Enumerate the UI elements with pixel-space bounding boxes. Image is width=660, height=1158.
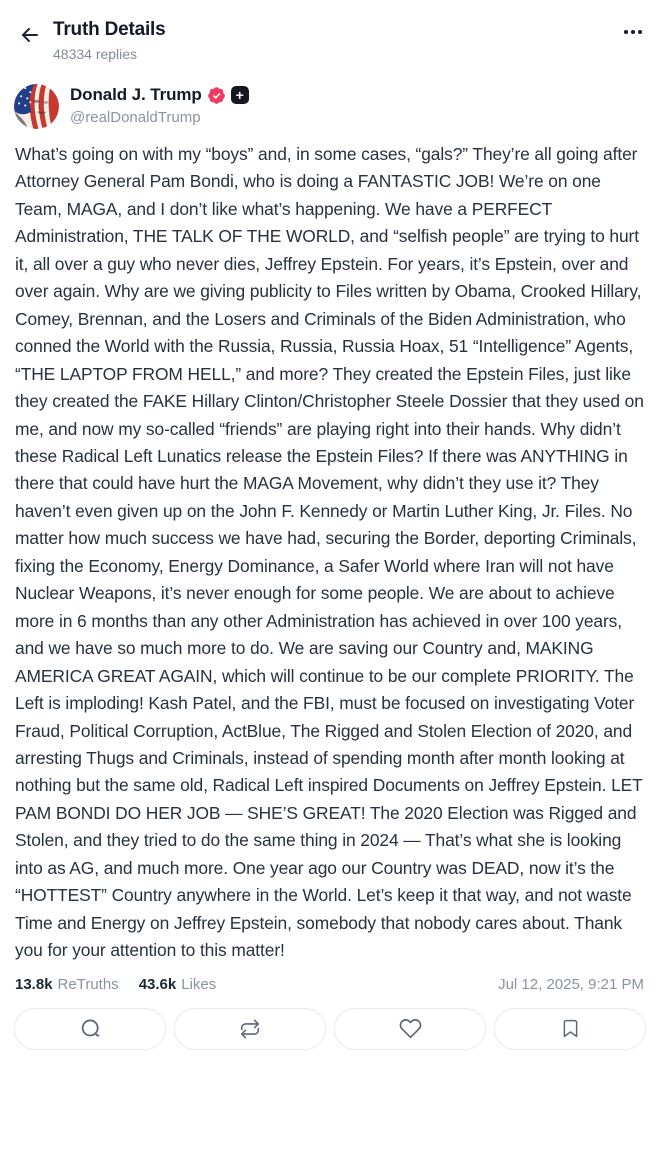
header-titles bbox=[53, 18, 622, 63]
verified-seal-icon bbox=[207, 86, 226, 105]
post-timestamp: Jul 12, 2025, 9:21 PM bbox=[498, 975, 644, 993]
retruth-button[interactable] bbox=[174, 1008, 326, 1050]
arrow-left-icon bbox=[18, 23, 42, 47]
retruths-label: ReTruths bbox=[57, 975, 119, 993]
author-handle[interactable]: @realDonaldTrump bbox=[70, 109, 201, 126]
reply-button[interactable] bbox=[14, 1008, 166, 1050]
back-button[interactable] bbox=[16, 21, 44, 49]
author-name[interactable]: Donald J. Trump bbox=[70, 85, 202, 104]
page-title: Truth Details bbox=[53, 19, 166, 40]
bookmark-icon bbox=[560, 1018, 581, 1039]
author-row bbox=[0, 63, 660, 129]
post-body-text: What’s going on with my “boys” and, in some cases, “gals?” They’re all going after Attorney General Pam Bondi, who is doing a FANTASTIC JOB! We’re on one Team, MAGA, and I don’t like what’s happening. We have a PERFECT Administration, THE TALK OF THE WORLD, and “selfish people” are trying to hurt it, all over a guy who never dies, Jeffrey Epstein. For years, it’s Epstein, over and over again. Why are we giving publicity to Files written by Obama, Crooked Hillary, Comey, Brennan, and the Losers and Criminals of the Biden Administration, who conned the World with the Russia, Russia, Russia Hoax, 51 “Intelligence” Agents, “THE LAPTOP FROM HELL,” and more? They created the Epstein Files, just like they created the FAKE Hillary Clinton/Christopher Steele Dossier that they used on me, and now my so-called “friends” are playing right into their hands. Why didn’t these Radical Left Lunatics release the Epstein Files? If there was ANYTHING in there that could have hurt the MAGA Movement, why didn’t they use it? They haven’t even given up on the John F. Kennedy or Martin Luther King, Jr. Files. No matter how much success we have had, securing the Border, deporting Criminals, fixing the Economy, Energy Dominance, a Safer World where Iran will not have Nuclear Weapons, it’s never enough for some people. We are about to achieve more in 6 months than any other Administration has achieved in over 100 years, and we have so much more to do. We are saving our Country and, MAKING AMERICA GREAT AGAIN, which will continue to be our complete PRIORITY. The Left is imploding! Kash Patel, and the FBI, must be focused on investigating Voter Fraud, Political Corruption, ActBlue, The Rigged and Stolen Election of 2020, and arresting Thugs and Criminals, instead of spending month after month looking at nothing but the same old, Radical Left inspired Documents on Jeffrey Epstein. LET PAM BONDI DO HER JOB — SHE’S GREAT! The 2020 Election was Rigged and Stolen, and they tried to do the same thing in 2024 — That’s what she is looking into as AG, and much more. One year ago our Country was DEAD, now it’s the “HOTTEST” Country anywhere in the World. Let’s keep it that way, and not waste Time and Energy on Jeffrey Epstein, somebody that nobody cares about. Thank you for your attention to this matter! bbox=[15, 144, 649, 961]
reply-bubble-icon bbox=[79, 1017, 102, 1040]
retruths-stat[interactable] bbox=[15, 976, 119, 993]
likes-stat[interactable] bbox=[139, 976, 217, 993]
three-dots-icon bbox=[624, 30, 642, 34]
flag-avatar-image bbox=[14, 84, 59, 129]
retruths-count: 13.8k bbox=[15, 975, 53, 993]
avatar[interactable] bbox=[14, 84, 59, 129]
header bbox=[0, 0, 660, 63]
likes-count: 43.6k bbox=[138, 975, 177, 993]
author-name-line bbox=[70, 85, 249, 105]
likes-label: Likes bbox=[181, 975, 217, 993]
heart-icon bbox=[399, 1017, 422, 1040]
author-meta bbox=[70, 84, 249, 126]
like-button[interactable] bbox=[334, 1008, 486, 1050]
plus-badge-icon: + bbox=[231, 86, 249, 104]
replies-count: 48334 replies bbox=[53, 46, 138, 62]
more-options-button[interactable] bbox=[622, 20, 644, 44]
retruth-icon bbox=[239, 1018, 261, 1040]
action-bar bbox=[0, 993, 660, 1050]
stats-row bbox=[0, 965, 660, 993]
bookmark-button[interactable] bbox=[494, 1008, 646, 1050]
